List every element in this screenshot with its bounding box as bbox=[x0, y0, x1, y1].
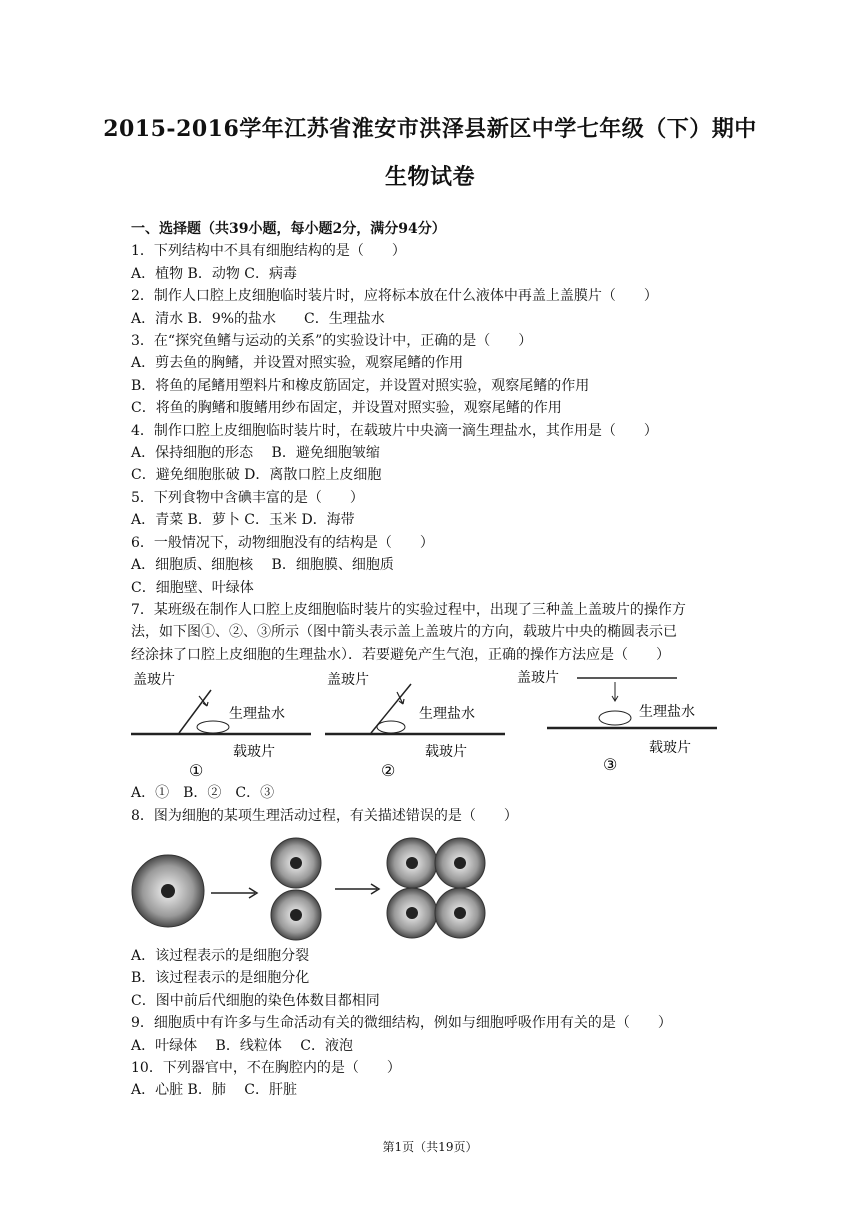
question-9-options: A．叶绿体 B．线粒体 C．液泡 bbox=[131, 1037, 354, 1054]
question-7-line-3: 经涂抹了口腔上皮细胞的生理盐水）．若要避免产生气泡，正确的操作方法应是（ ） bbox=[131, 646, 670, 663]
slide-label-2: 载玻片 bbox=[425, 744, 467, 761]
question-6-options-ab: A．细胞质、细胞核 B．细胞膜、细胞质 bbox=[131, 557, 394, 574]
question-3-option-b: B．将鱼的尾鳍用塑料片和橡皮筋固定，并设置对照实验，观察尾鳍的作用 bbox=[131, 377, 590, 394]
cell-stage-3 bbox=[387, 838, 485, 938]
question-4-options-ab: A．保持细胞的形态 B．避免细胞皱缩 bbox=[131, 445, 380, 462]
coverslip-figure bbox=[131, 670, 731, 780]
question-8: 8．图为细胞的某项生理活动过程，有关描述错误的是（ ） bbox=[131, 807, 518, 824]
figure-number-3: ③ bbox=[603, 755, 618, 775]
question-2-options: A．清水 B．9%的盐水 C．生理盐水 bbox=[131, 310, 385, 327]
saline-drop-1 bbox=[197, 721, 229, 733]
question-5: 5．下列食物中含碘丰富的是（ ） bbox=[131, 489, 364, 506]
question-8-option-a: A．该过程表示的是细胞分裂 bbox=[131, 947, 310, 964]
question-3-option-c: C．将鱼的胸鳍和腹鳍用纱布固定，并设置对照实验，观察尾鳍的作用 bbox=[131, 400, 562, 417]
question-3-option-a: A．剪去鱼的胸鳍，并设置对照实验，观察尾鳍的作用 bbox=[131, 355, 464, 372]
question-6: 6．一般情况下，动物细胞没有的结构是（ ） bbox=[131, 534, 434, 551]
cell-stage-2 bbox=[271, 838, 321, 940]
question-3: 3．在“探究鱼鳍与运动的关系”的实验设计中，正确的是（ ） bbox=[131, 333, 533, 350]
question-4-options-cd: C．避免细胞胀破 D．离散口腔上皮细胞 bbox=[131, 467, 382, 484]
question-10-options: A．心脏 B．肺 C．肝脏 bbox=[131, 1082, 298, 1099]
figure-number-1: ① bbox=[189, 761, 204, 781]
saline-label-2: 生理盐水 bbox=[419, 706, 475, 723]
panel-2 bbox=[325, 671, 505, 780]
question-10: 10．下列器官中，不在胸腔内的是（ ） bbox=[131, 1059, 401, 1076]
cover-label-1: 盖玻片 bbox=[133, 672, 175, 689]
cover-label-2: 盖玻片 bbox=[327, 672, 369, 689]
question-7-line-1: 7．某班级在制作人口腔上皮细胞临时装片的实验过程中，出现了三种盖上盖玻片的操作方 bbox=[131, 601, 686, 618]
page-footer: 第1页（共19页） bbox=[382, 1140, 478, 1154]
question-5-options: A．青菜 B．萝卜 C．玉米 D．海带 bbox=[131, 512, 355, 529]
title-line-2: 生物试卷 bbox=[384, 164, 475, 190]
cell-stage-1 bbox=[132, 855, 204, 927]
slide-label-3: 载玻片 bbox=[649, 740, 691, 757]
cover-label-3: 盖玻片 bbox=[517, 670, 559, 687]
saline-label-1: 生理盐水 bbox=[229, 706, 285, 723]
question-8-option-b: B．该过程表示的是细胞分化 bbox=[131, 970, 310, 987]
question-9: 9．细胞质中有许多与生命活动有关的微细结构，例如与细胞呼吸作用有关的是（ ） bbox=[131, 1015, 672, 1032]
saline-label-3: 生理盐水 bbox=[639, 704, 695, 721]
figure-number-2: ② bbox=[381, 761, 396, 781]
arrow-stage-1 bbox=[211, 888, 257, 898]
question-list bbox=[131, 218, 731, 1102]
cell-division-diagram bbox=[131, 831, 731, 941]
saline-drop-2 bbox=[377, 721, 405, 733]
question-1-options: A．植物 B．动物 C．病毒 bbox=[131, 265, 298, 282]
coverslip-diagram bbox=[131, 670, 731, 780]
question-7-options: A．① B．② C．③ bbox=[131, 785, 275, 802]
arrow-stage-2 bbox=[335, 884, 379, 894]
question-4: 4．制作口腔上皮细胞临时装片时，在载玻片中央滴一滴生理盐水，其作用是（ ） bbox=[131, 422, 658, 439]
slide-label-1: 载玻片 bbox=[233, 744, 275, 761]
title-line-1: 2015-2016学年江苏省淮安市洪泽县新区中学七年级（下）期中 bbox=[103, 116, 757, 142]
cell-division-figure bbox=[131, 831, 731, 941]
panel-1 bbox=[131, 671, 311, 780]
question-8-option-c: C．图中前后代细胞的染色体数目都相同 bbox=[131, 992, 380, 1009]
question-6-option-c: C．细胞壁、叶绿体 bbox=[131, 579, 254, 596]
section-heading: 一、选择题（共39小题，每小题2分，满分94分） bbox=[131, 221, 446, 237]
question-1: 1．下列结构中不具有细胞结构的是（ ） bbox=[131, 243, 406, 260]
question-7-line-2: 法，如下图①、②、③所示（图中箭头表示盖上盖玻片的方向，载玻片中央的椭圆表示已 bbox=[131, 624, 677, 641]
saline-drop-3 bbox=[599, 711, 631, 725]
question-2: 2．制作人口腔上皮细胞临时装片时，应将标本放在什么液体中再盖上盖膜片（ ） bbox=[131, 288, 658, 305]
coverslip-1 bbox=[179, 690, 211, 733]
panel-3 bbox=[517, 670, 717, 774]
